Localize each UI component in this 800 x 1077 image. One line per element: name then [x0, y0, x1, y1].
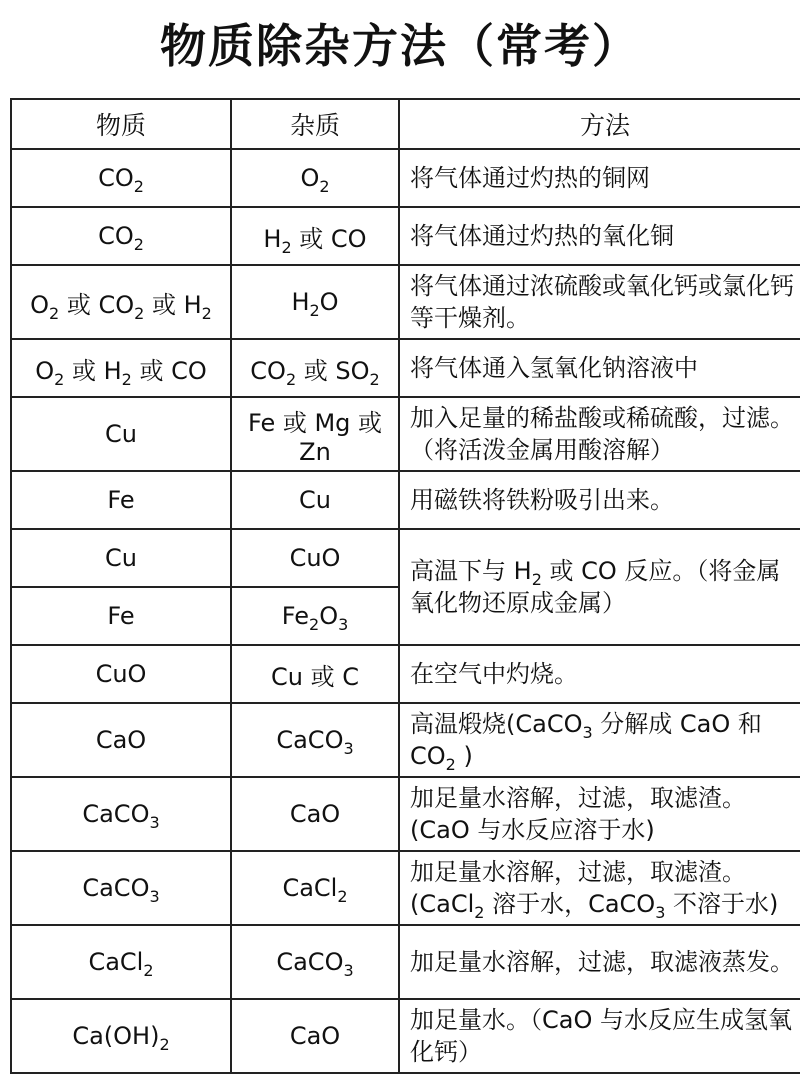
cell-substance: CaO — [11, 703, 231, 777]
cell-impurity: CaCl$_2$ — [231, 851, 399, 925]
subscript: 2 — [143, 961, 154, 980]
cell-substance: $Ca(OH)_2$ — [11, 999, 231, 1073]
table-row — [11, 339, 800, 397]
subscript: 3 — [343, 739, 354, 758]
table-row — [11, 471, 800, 529]
cell-method: 在空气中灼烧。 — [399, 645, 800, 703]
cell-impurity: Cu — [231, 471, 399, 529]
table-row — [11, 645, 800, 703]
subscript: 2 — [319, 177, 330, 196]
cell-method: 高温煅烧(CaCO$_3$ 分解成 CaO 和 $CO_2$ ) — [399, 703, 800, 777]
cell-method: 加足量水。（CaO 与水反应生成氢氧化钙） — [399, 999, 800, 1073]
subscript: 2 — [474, 903, 485, 922]
cell-impurity: $O_2$ — [231, 149, 399, 207]
cell-method: 加足量水溶解，过滤，取滤渣。(CaCl$_2$ 溶于水，CaCO$_3$ 不溶于水) — [399, 851, 800, 925]
subscript: 2 — [134, 303, 145, 323]
cell-method: 加足量水溶解，过滤，取滤液蒸发。 — [399, 925, 800, 999]
subscript: 3 — [338, 615, 349, 634]
cell-method: 将气体通入氢氧化钠溶液中 — [399, 339, 800, 397]
cell-substance: CaCO$_3$ — [11, 777, 231, 851]
table-row — [11, 397, 800, 471]
page-title: 物质除杂方法（常考） — [160, 19, 640, 73]
table-row — [11, 207, 800, 265]
cell-impurity: $Fe_2O_3$ — [231, 587, 399, 645]
cell-substance: CaCl$_2$ — [11, 925, 231, 999]
cell-impurity: Cu 或 C — [231, 645, 399, 703]
cell-impurity: CaO — [231, 777, 399, 851]
cell-substance: Fe — [11, 471, 231, 529]
subscript: 2 — [337, 887, 348, 906]
subscript: 3 — [149, 813, 160, 832]
subscript: 2 — [54, 369, 65, 389]
cell-method: 高温下与 $H_2$ 或 CO 反应。（将金属氧化物还原成金属） — [399, 529, 800, 645]
subscript: 2 — [445, 755, 456, 774]
subscript: 2 — [159, 1035, 170, 1054]
cell-method: 加足量水溶解，过滤，取滤渣。(CaO 与水反应溶于水) — [399, 777, 800, 851]
subscript: 2 — [133, 177, 144, 196]
cell-method: 加入足量的稀盐酸或稀硫酸，过滤。（将活泼金属用酸溶解） — [399, 397, 800, 471]
table-row — [11, 149, 800, 207]
cell-impurity: CaCO$_3$ — [231, 703, 399, 777]
cell-substance: CuO — [11, 645, 231, 703]
cell-substance: $CO_2$ — [11, 149, 231, 207]
cell-method: 将气体通过灼热的氧化铜 — [399, 207, 800, 265]
table-row — [11, 999, 800, 1073]
cell-impurity: $H_2$ 或 CO — [231, 207, 399, 265]
subscript: 2 — [133, 235, 144, 254]
cell-impurity: $CO_2$ 或 $SO_2$ — [231, 339, 399, 397]
impurity-removal-table — [10, 98, 800, 1074]
subscript: 3 — [655, 903, 666, 922]
cell-substance: Fe — [11, 587, 231, 645]
table-body — [11, 149, 800, 1073]
cell-substance: Cu — [11, 529, 231, 587]
subscript: 2 — [49, 303, 60, 323]
subscript: 2 — [201, 303, 212, 323]
header-row — [11, 99, 800, 149]
cell-substance: $O_2$ 或 $H_2$ 或 CO — [11, 339, 231, 397]
subscript: 3 — [149, 887, 160, 906]
cell-method: 将气体通过灼热的铜网 — [399, 149, 800, 207]
table-row — [11, 851, 800, 925]
header-substance: 物质 — [11, 99, 231, 149]
cell-impurity: CaO — [231, 999, 399, 1073]
cell-method: 将气体通过浓硫酸或氧化钙或氯化钙等干燥剂。 — [399, 265, 800, 339]
table-row — [11, 925, 800, 999]
cell-impurity: CaCO$_3$ — [231, 925, 399, 999]
subscript: 2 — [531, 570, 542, 589]
subscript: 2 — [121, 369, 132, 389]
cell-impurity: Fe 或 Mg 或 Zn — [231, 397, 399, 471]
subscript: 2 — [309, 301, 320, 320]
table-row — [11, 529, 800, 587]
table-row — [11, 703, 800, 777]
table-row — [11, 265, 800, 339]
subscript: 2 — [281, 237, 292, 257]
subscript: 2 — [309, 615, 320, 634]
cell-substance: CaCO$_3$ — [11, 851, 231, 925]
table-row — [11, 777, 800, 851]
cell-substance: $CO_2$ — [11, 207, 231, 265]
subscript: 3 — [343, 961, 354, 980]
cell-substance: $O_2$ 或 $CO_2$ 或 $H_2$ — [11, 265, 231, 339]
cell-impurity: CuO — [231, 529, 399, 587]
cell-method: 用磁铁将铁粉吸引出来。 — [399, 471, 800, 529]
subscript: 2 — [369, 369, 380, 389]
cell-impurity: $H_2O$ — [231, 265, 399, 339]
header-method: 方法 — [399, 99, 800, 149]
cell-substance: Cu — [11, 397, 231, 471]
header-impurity: 杂质 — [231, 99, 399, 149]
subscript: 3 — [582, 723, 593, 742]
subscript: 2 — [285, 369, 297, 389]
